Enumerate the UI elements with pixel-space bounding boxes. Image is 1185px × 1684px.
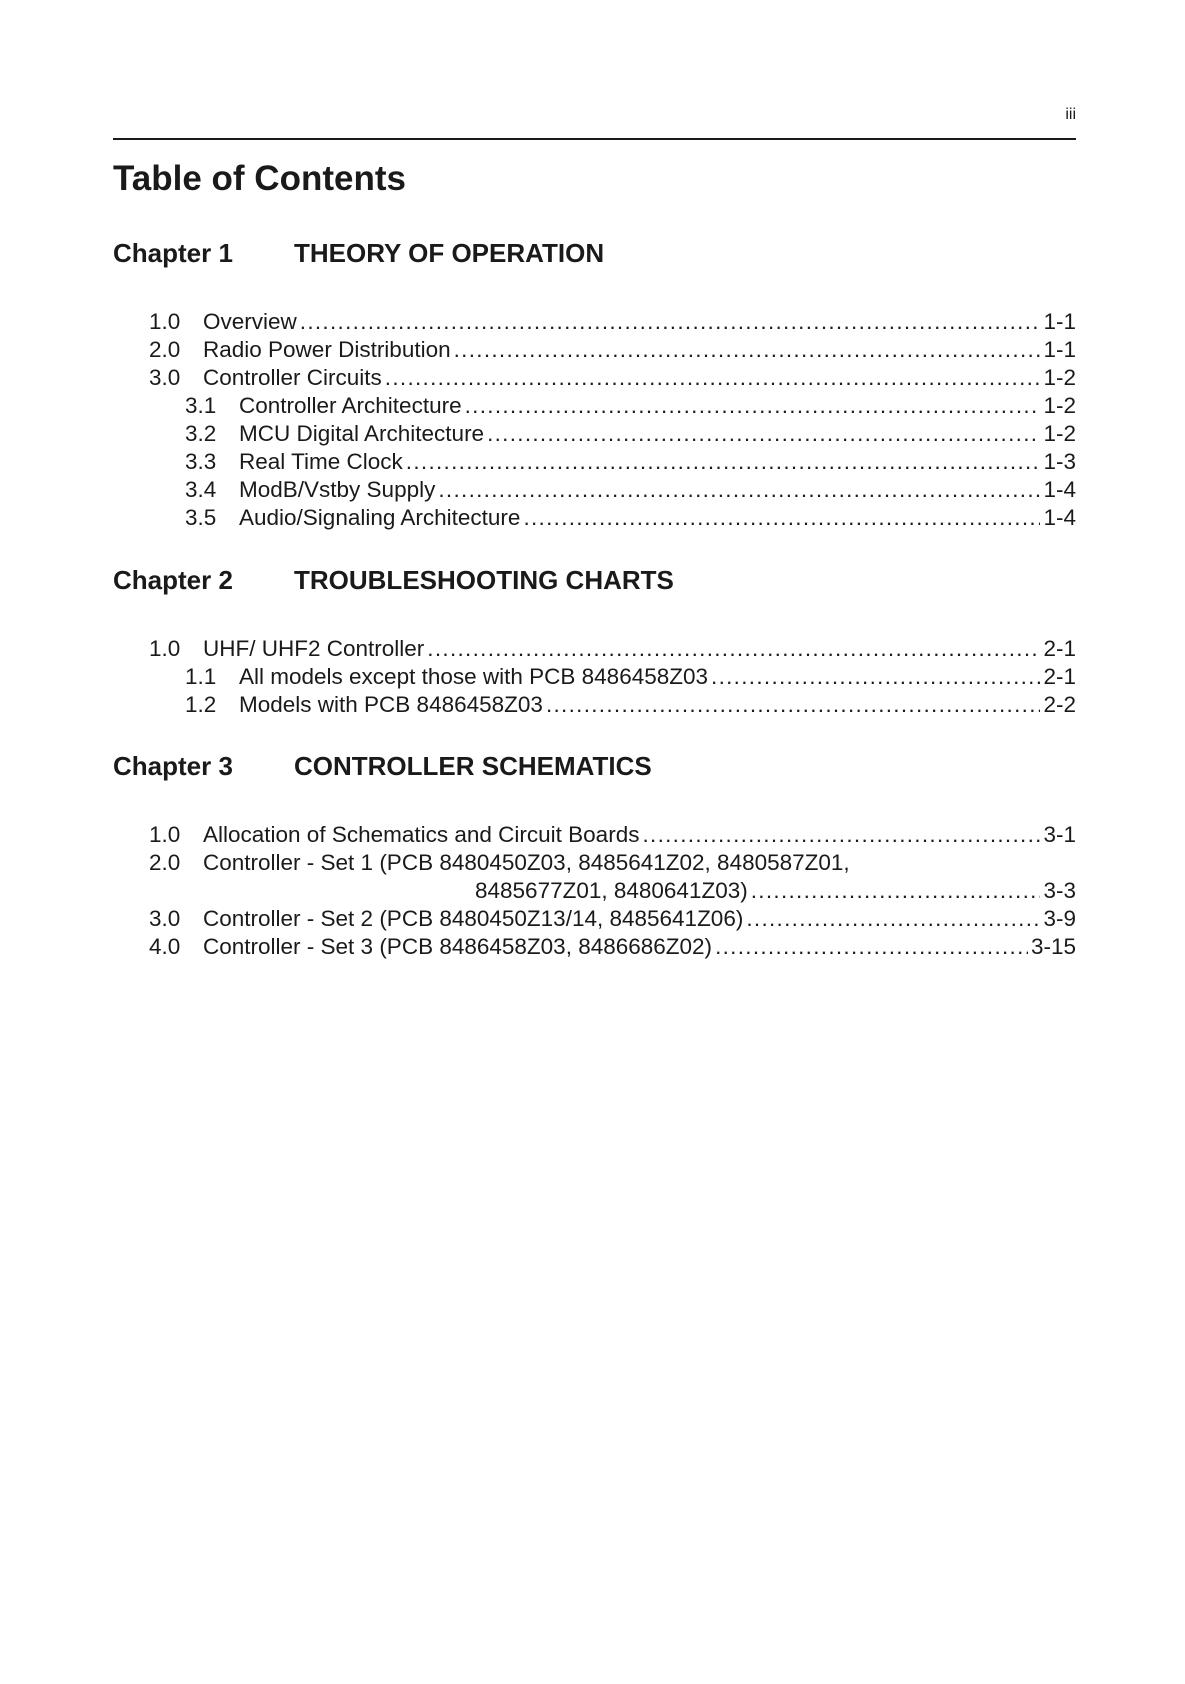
toc-leader [523,504,1040,532]
toc-page: 3-1 [1043,822,1076,847]
toc-title: UHF/ UHF2 Controller [203,636,425,661]
toc-entry[interactable] [113,448,1076,476]
toc-leader [406,448,1041,476]
toc-leader [711,663,1040,691]
toc-entry[interactable] [113,905,1076,933]
toc-title: Controller - Set 2 (PCB 8480450Z13/14, 8485641Z06) [203,906,744,931]
chapter-1-toc [113,308,1076,532]
toc-number: 3.0 [149,906,181,931]
toc-title: Real Time Clock [239,449,403,474]
toc-title: All models except those with PCB 8486458Z03 [239,664,709,689]
toc-number: 1.0 [149,636,181,661]
toc-page: 1-4 [1043,477,1076,502]
toc-page: 2-2 [1043,692,1076,717]
page-number: iii [1065,106,1076,123]
toc-page: 1-1 [1043,337,1076,362]
toc-title: MCU Digital Architecture [239,421,485,446]
toc-entry[interactable] [113,691,1076,719]
toc-number: 2.0 [149,850,181,875]
toc-leader [751,877,1041,905]
toc-leader [300,308,1041,336]
toc-title: Allocation of Schematics and Circuit Boards [203,822,640,847]
toc-number: 1.0 [149,309,181,334]
chapter-name: THEORY OF OPERATION [294,238,605,268]
toc-title: Radio Power Distribution [203,337,451,362]
chapter-2-toc [113,635,1076,719]
toc-entry[interactable] [113,821,1076,849]
chapter-3-toc [113,821,1076,961]
toc-entry[interactable] [113,392,1076,420]
toc-page: 1-1 [1043,309,1076,334]
toc-title: Controller Circuits [203,365,382,390]
toc-page: 3-15 [1030,934,1076,959]
toc-number: 1.1 [185,664,217,689]
toc-page: 3-9 [1043,906,1076,931]
toc-title: Controller Architecture [239,393,462,418]
toc-entry[interactable] [113,933,1076,961]
chapter-name: CONTROLLER SCHEMATICS [294,751,652,781]
chapter-2-heading [113,564,674,596]
toc-number: 4.0 [149,934,181,959]
toc-title: ModB/Vstby Supply [239,477,436,502]
toc-leader [385,364,1041,392]
toc-number: 3.0 [149,365,181,390]
toc-page: 2-1 [1043,636,1076,661]
toc-number: 1.2 [185,692,217,717]
toc-title: Controller - Set 1 (PCB 8480450Z03, 8485641Z02, 8480587Z01, [203,850,850,875]
toc-title: Controller - Set 3 (PCB 8486458Z03, 8486686Z02) [203,934,713,959]
toc-entry[interactable] [113,635,1076,663]
toc-number: 3.5 [185,505,217,530]
toc-leader [465,392,1041,420]
toc-entry[interactable] [113,364,1076,392]
toc-leader [746,905,1040,933]
toc-leader [546,691,1041,719]
toc-leader [454,336,1041,364]
toc-number: 3.3 [185,449,217,474]
toc-number: 1.0 [149,822,181,847]
toc-page: 1-2 [1043,393,1076,418]
toc-entry[interactable] [113,420,1076,448]
chapter-name: TROUBLESHOOTING CHARTS [294,565,674,595]
page-title: Table of Contents [113,159,406,198]
chapter-label: Chapter 2 [113,565,233,595]
toc-page: 1-4 [1043,505,1076,530]
toc-leader [715,933,1028,961]
toc-leader [438,476,1040,504]
toc-page: 1-2 [1043,365,1076,390]
toc-page: 2-1 [1043,664,1076,689]
header-rule [113,138,1076,140]
toc-number: 3.2 [185,421,217,446]
toc-number: 3.4 [185,477,217,502]
toc-title: Overview [203,309,297,334]
toc-page: 1-2 [1043,421,1076,446]
toc-page: 3-3 [1043,878,1076,903]
toc-entry[interactable] [113,308,1076,336]
toc-page: 1-3 [1043,449,1076,474]
toc-entry[interactable] [113,849,1076,877]
toc-leader [642,821,1040,849]
chapter-label: Chapter 3 [113,751,233,781]
toc-entry[interactable] [113,476,1076,504]
toc-entry[interactable] [113,663,1076,691]
toc-title-continuation: 8485677Z01, 8480641Z03) [475,878,748,903]
toc-entry-continuation[interactable] [113,877,1076,905]
toc-number: 2.0 [149,337,181,362]
toc-number: 3.1 [185,393,217,418]
toc-title: Audio/Signaling Architecture [239,505,521,530]
chapter-label: Chapter 1 [113,238,233,268]
toc-title: Models with PCB 8486458Z03 [239,692,543,717]
toc-entry[interactable] [113,504,1076,532]
chapter-1-heading [113,237,604,269]
toc-leader [427,635,1040,663]
chapter-3-heading [113,750,652,782]
toc-leader [487,420,1040,448]
toc-entry[interactable] [113,336,1076,364]
